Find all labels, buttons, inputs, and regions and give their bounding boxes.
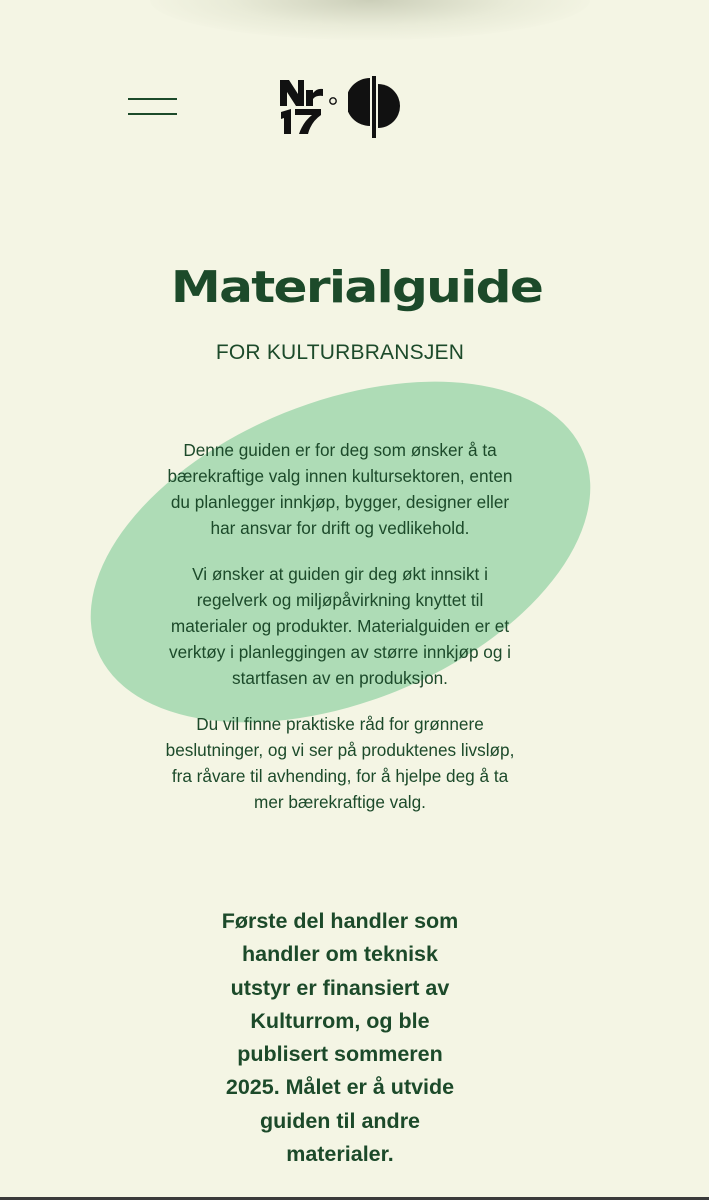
intro-paragraph: Denne guiden er for deg som ønsker å ta bærekraftige valg innen kultursektoren, enten du planlegger innkjøp, bygger, designer eller har ansvar for drift og vedlikehold. bbox=[167, 440, 513, 538]
intro-paragraph: Du vil finne praktiske råd for grønnere beslutninger, og vi ser på produktenes livsløp, fra råvare til avhending, for å hjelpe deg å ta mer bærekraftige valg. bbox=[165, 714, 515, 812]
page-title: Materialguide bbox=[170, 262, 543, 313]
hamburger-menu-icon-bar bbox=[128, 113, 177, 115]
partner-logo-icon[interactable] bbox=[348, 76, 402, 138]
intro-text bbox=[160, 437, 520, 835]
nr17-logo[interactable] bbox=[279, 78, 341, 138]
page-subtitle: FOR KULTURBRANSJEN bbox=[215, 341, 465, 364]
highlight-text: Første del handler som handler om teknisk utstyr er finansiert av Kulturrom, og ble publisert sommeren 2025. Målet er å utvide guiden til andre materialer. bbox=[221, 909, 459, 1167]
intro-paragraph: Vi ønsker at guiden gir deg økt innsikt i regelverk og miljøpåvirkning knyttet til materialer og produkter. Materialguiden er et verktøy i planleggingen av større innkjøp og i startfasen av en produksjon. bbox=[169, 564, 511, 688]
hamburger-menu-icon bbox=[128, 98, 177, 100]
top-shadow bbox=[150, 0, 590, 40]
menu-button[interactable] bbox=[128, 96, 178, 118]
